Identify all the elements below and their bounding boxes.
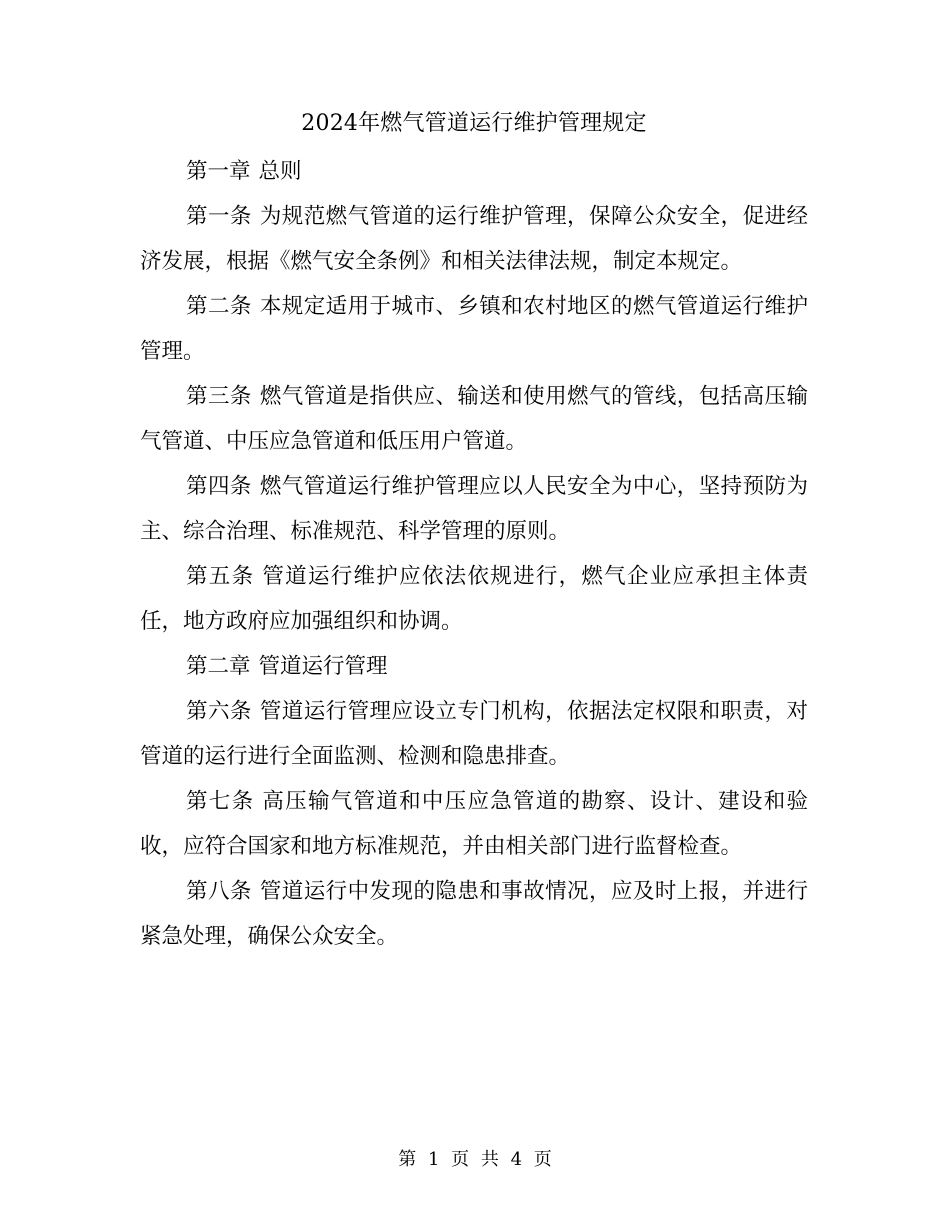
- article-text: 高压输气管道和中压应急管道的勘察、设计、建设和验收，应符合国家和地方标准规范，并由相关部门进行监督检查。: [140, 789, 808, 859]
- article-text: 燃气管道是指供应、输送和使用燃气的管线，包括高压输气管道、中压应急管道和低压用户管道。: [140, 384, 808, 454]
- article-text: 为规范燃气管道的运行维护管理，保障公众安全，促进经济发展，根据《燃气安全条例》和相关法律法规，制定本规定。: [140, 204, 808, 274]
- document-title: 2024年燃气管道运行维护管理规定: [301, 111, 647, 136]
- article-text: 管道运行中发现的隐患和事故情况，应及时上报，并进行紧急处理，确保公众安全。: [140, 879, 808, 949]
- chapter-number: 第二章: [186, 654, 251, 679]
- article-paragraph: [140, 374, 808, 464]
- page-number-footer: 第 1 页 共 4 页: [398, 1149, 552, 1170]
- article-number: 第五条: [186, 564, 255, 589]
- chapter-number: 第一章: [186, 159, 251, 184]
- article-paragraph: [140, 869, 808, 959]
- article-paragraph: [140, 464, 808, 554]
- chapter-heading: [140, 644, 808, 689]
- article-paragraph: [140, 689, 808, 779]
- chapter-heading: [140, 149, 808, 194]
- article-text: 管道运行管理应设立专门机构，依据法定权限和职责，对管道的运行进行全面监测、检测和隐患排查。: [140, 699, 808, 769]
- article-number: 第三条: [186, 384, 252, 409]
- article-paragraph: [140, 779, 808, 869]
- article-number: 第一条: [186, 204, 252, 229]
- article-number: 第二条: [186, 294, 252, 319]
- article-number: 第七条: [186, 789, 255, 814]
- article-paragraph: [140, 194, 808, 284]
- article-number: 第四条: [186, 474, 252, 499]
- article-text: 本规定适用于城市、乡镇和农村地区的燃气管道运行维护管理。: [140, 294, 808, 364]
- document-body: [140, 98, 808, 959]
- chapter-title: 管道运行管理: [258, 654, 388, 679]
- article-number: 第六条: [186, 699, 252, 724]
- chapter-title: 总则: [258, 159, 302, 184]
- article-text: 燃气管道运行维护管理应以人民安全为中心，坚持预防为主、综合治理、标准规范、科学管理的原则。: [140, 474, 808, 544]
- article-paragraph: [140, 284, 808, 374]
- article-text: 管道运行维护应依法依规进行，燃气企业应承担主体责任，地方政府应加强组织和协调。: [140, 564, 808, 634]
- article-paragraph: [140, 554, 808, 644]
- article-number: 第八条: [186, 879, 252, 904]
